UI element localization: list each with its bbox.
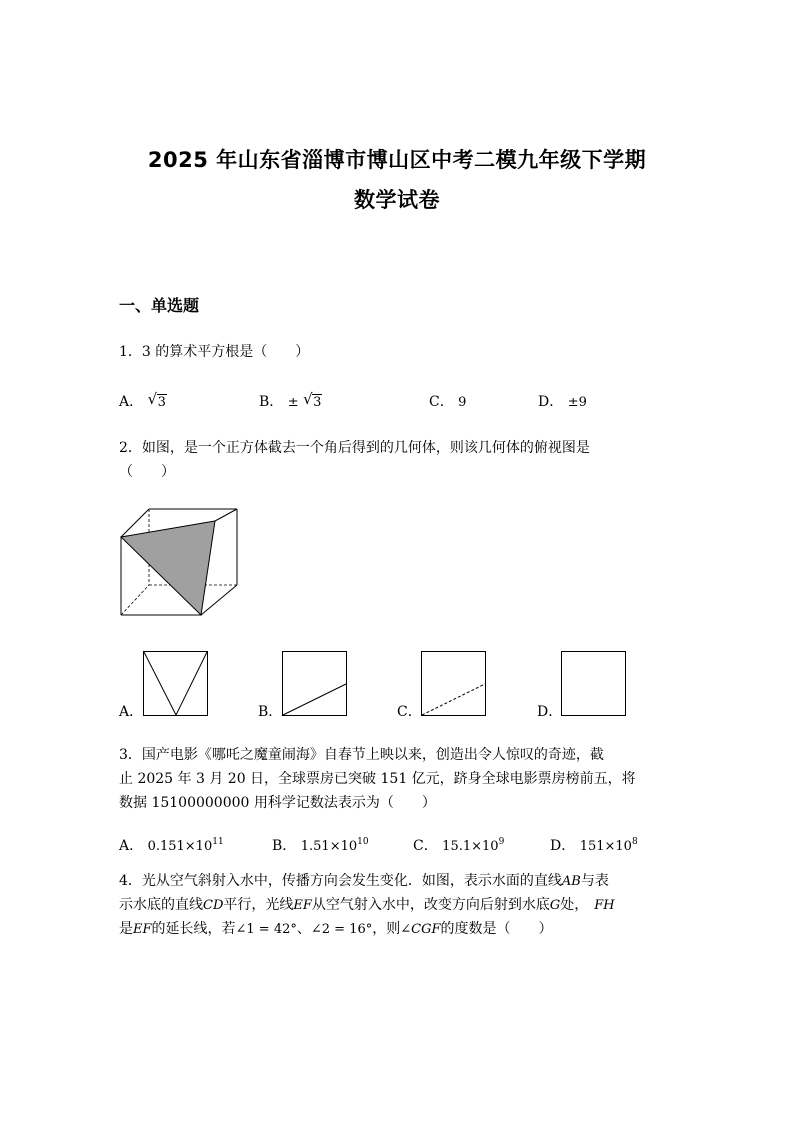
q1-option-a <box>119 392 167 413</box>
option-value: 9 <box>458 395 467 410</box>
q2-option-c-label: C． <box>397 704 422 720</box>
radicand: 3 <box>157 395 166 410</box>
q2-option-a-figure <box>143 651 209 717</box>
radical-sign-icon: √ <box>147 390 158 408</box>
math-var-cd: CD <box>203 898 224 913</box>
q2-option-c-figure <box>421 651 487 717</box>
text-run: 与表 <box>580 873 609 889</box>
sci-notation-mantissa: 1.51×10 <box>300 839 358 854</box>
option-letter: B． <box>272 838 297 854</box>
sci-notation-exponent: 8 <box>631 837 638 847</box>
text-run: 处， <box>560 897 589 913</box>
text-run: ，则 <box>372 921 401 937</box>
sci-notation-exponent: 11 <box>212 837 224 847</box>
option-letter: B． <box>259 394 284 410</box>
option-letter: D． <box>550 838 576 854</box>
q2-option-b-figure <box>282 651 348 717</box>
option-letter: A． <box>119 838 144 854</box>
text-run: 示水底的直线 <box>119 897 203 913</box>
sci-notation-exponent: 9 <box>498 837 505 847</box>
question-4-text-line3 <box>119 917 694 942</box>
math-var-fh: FH <box>594 898 615 913</box>
sqrt-expression <box>303 390 322 413</box>
q2-option-d-label: D． <box>537 704 563 720</box>
sci-notation-exponent: 10 <box>357 837 369 847</box>
text-run: 是 <box>119 921 133 937</box>
text-run: 的延长线，若 <box>151 921 236 937</box>
question-4-text-line2 <box>119 893 694 918</box>
text-run: 从空气射入水中，改变方向后射到水底 <box>311 897 550 913</box>
sci-notation-mantissa: 151×10 <box>579 839 632 854</box>
angle-1-value: ∠1 = 42° <box>235 922 297 937</box>
radicand: 3 <box>313 395 322 410</box>
q2-option-b-label: B． <box>258 704 283 720</box>
q3-option-c <box>413 832 504 857</box>
text-run: 、 <box>296 921 311 937</box>
option-letter: A． <box>119 394 144 410</box>
exam-title-line2: 数学试卷 <box>354 188 440 212</box>
question-4-text-line1 <box>119 869 694 894</box>
math-angle-cgf: ∠CGF <box>400 922 441 937</box>
q1-option-d <box>538 392 587 413</box>
sqrt-expression <box>147 390 167 413</box>
sci-notation-mantissa: 0.151×10 <box>147 839 213 854</box>
q2-option-a-label: A． <box>119 704 144 720</box>
q1-option-c <box>429 392 466 413</box>
q2-option-d-figure <box>561 651 627 717</box>
exam-title-line1: 2025 年山东省淄博市博山区中考二模九年级下学期 <box>147 148 647 172</box>
plus-minus: ± <box>287 395 299 410</box>
q3-option-a <box>119 832 224 857</box>
angle-2-value: ∠2 = 16° <box>310 922 373 937</box>
question-3-text-line1: 3．国产电影《哪吒之魔童闹海》自春节上映以来，创造出令人惊叹的奇迹，截 <box>119 747 604 763</box>
text-run: 平行，光线 <box>223 897 294 913</box>
option-value: ±9 <box>567 395 587 410</box>
question-1-text: 1．3 的算术平方根是（ ） <box>119 344 310 360</box>
math-var-g: G <box>549 898 561 913</box>
option-letter: C． <box>429 394 454 410</box>
text-run: 的度数是（ ） <box>440 921 553 937</box>
text-run: 4．光从空气斜射入水中，传播方向会发生变化．如图，表示水面的直线 <box>119 873 562 889</box>
cut-cube-figure <box>119 507 241 619</box>
question-2-text-line2: （ ） <box>119 464 175 480</box>
option-letter: C． <box>413 838 438 854</box>
math-var-ef: EF <box>293 898 312 913</box>
section-heading: 一、单选题 <box>119 296 200 315</box>
q3-option-b <box>272 832 369 857</box>
q3-option-d <box>550 832 638 857</box>
question-2-text-line1: 2．如图，是一个正方体截去一个角后得到的几何体，则该几何体的俯视图是 <box>119 440 590 456</box>
q1-option-b <box>259 392 322 413</box>
question-3-text-line3: 数据 15100000000 用科学记数法表示为（ ） <box>119 795 436 811</box>
radical-sign-icon: √ <box>303 390 313 408</box>
math-var-ef: EF <box>133 922 152 937</box>
question-3-text-line2: 止 2025 年 3 月 20 日，全球票房已突破 151 亿元，跻身全球电影票房榜前五，将 <box>119 771 636 787</box>
math-var-ab: AB <box>561 874 581 889</box>
sci-notation-mantissa: 15.1×10 <box>442 839 499 854</box>
option-letter: D． <box>538 394 564 410</box>
